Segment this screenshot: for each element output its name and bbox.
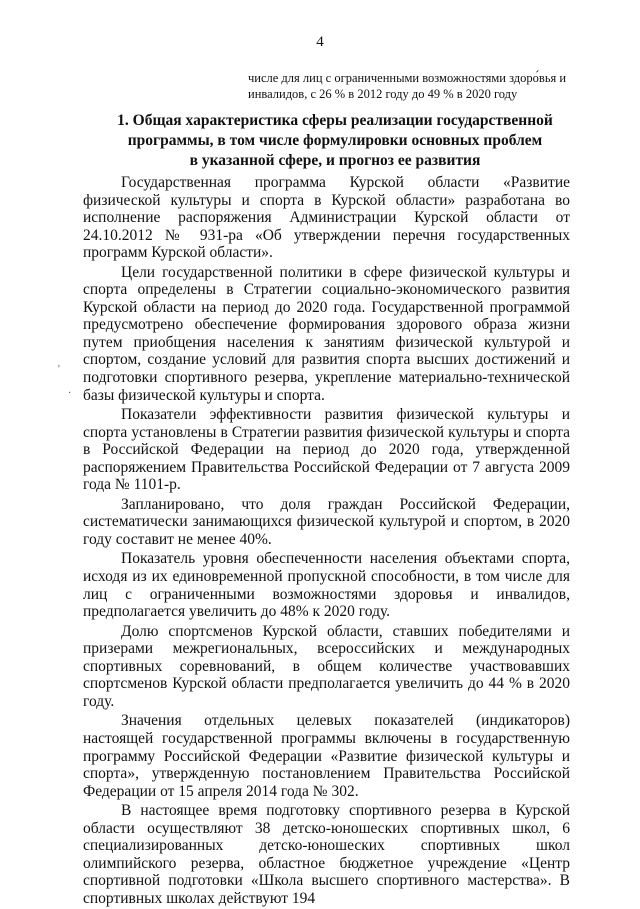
continuation-text bbox=[248, 70, 593, 102]
scan-speck: ' bbox=[58, 364, 60, 375]
paragraph-facility-provision: Показатель уровня обеспеченности населения объектами спорта, исходя из их единовременной пропускной способности, в том числе для лиц с ограниченными возможностями здоровья и инвалидов, предполагается увеличить до 48% к 2020 году. bbox=[83, 550, 570, 621]
body-text bbox=[83, 174, 570, 909]
section-heading-line: 1. Общая характеристика сферы реализации государственной bbox=[117, 112, 553, 129]
paragraph-athlete-winners: Долю спортсменов Курской области, ставших победителями и призерами межрегиональных, всероссийских и международных спортивных соревнований, в общем количестве участвовавших спортсменов Курской области предполагается увеличить до 44 % в 2020 году. bbox=[83, 622, 570, 710]
paragraph-efficiency-indicators: Показатели эффективности развития физической культуры и спорта установлены в Стратегии развития физической культуры и спорта в Российской Федерации на период до 2020 года, утвержденной распоряжением Правительства Российской Федерации от 7 августа 2009 года № 1101-р. bbox=[83, 406, 570, 494]
paragraph-sports-reserve: В настоящее время подготовку спортивного резерва в Курской области осуществляют 38 детско-юношеских спортивных школ, 6 специализированных детско-юношеских спортивных школ олимпийского резерва, областное бюджетное учреждение «Центр спортивной подготовки «Школа высшего спортивного мастерства». В спортивных школах действуют 194 bbox=[83, 802, 570, 907]
paragraph-target-indicators: Значения отдельных целевых показателей (индикаторов) настоящей государственной программы включены в государственную программу Российской Федерации «Развитие физической культуры и спорта», утвержденную постановлением Правительства Российской Федерации от 15 апреля 2014 года № 302. bbox=[83, 712, 570, 800]
section-heading-line: программы, в том числе формулировки основных проблем bbox=[127, 132, 543, 149]
continuation-line: инвалидов, с 26 % в 2012 году до 49 % в 2020 году bbox=[248, 87, 518, 101]
continuation-line: числе для лиц с ограниченными возможностями здоро́вья и bbox=[248, 71, 567, 85]
paragraph-citizen-share: Запланировано, что доля граждан Российской Федерации, систематически занимающихся физической культурой и спортом, в 2020 году составит не менее 40%. bbox=[83, 495, 570, 548]
paragraph-policy-goals: Цели государственной политики в сфере физической культуры и спорта определены в Стратегии социально-экономического развития Курской области на период до 2020 года. Государственной программой предусмотрено обеспечение формирования здорового образа жизни путем приобщения населения к занятиям физической культурой и спортом, создание условий для развития спорта высших достижений и подготовки спортивного резерва, укрепление материально-технической базы физической культуры и спорта. bbox=[83, 263, 570, 404]
page-number: 4 bbox=[316, 34, 324, 50]
scan-speck: · bbox=[68, 388, 72, 399]
section-heading bbox=[100, 111, 570, 171]
paragraph-program-basis: Государственная программа Курской области «Развитие физической культуры и спорта в Курской области» разработана во исполнение распоряжения Администрации Курской области от 24.10.2012 № 931-ра «Об утверждении перечня государственных программ Курской области». bbox=[83, 174, 570, 262]
section-heading-line: в указанной сфере, и прогноз ее развития bbox=[189, 152, 481, 169]
